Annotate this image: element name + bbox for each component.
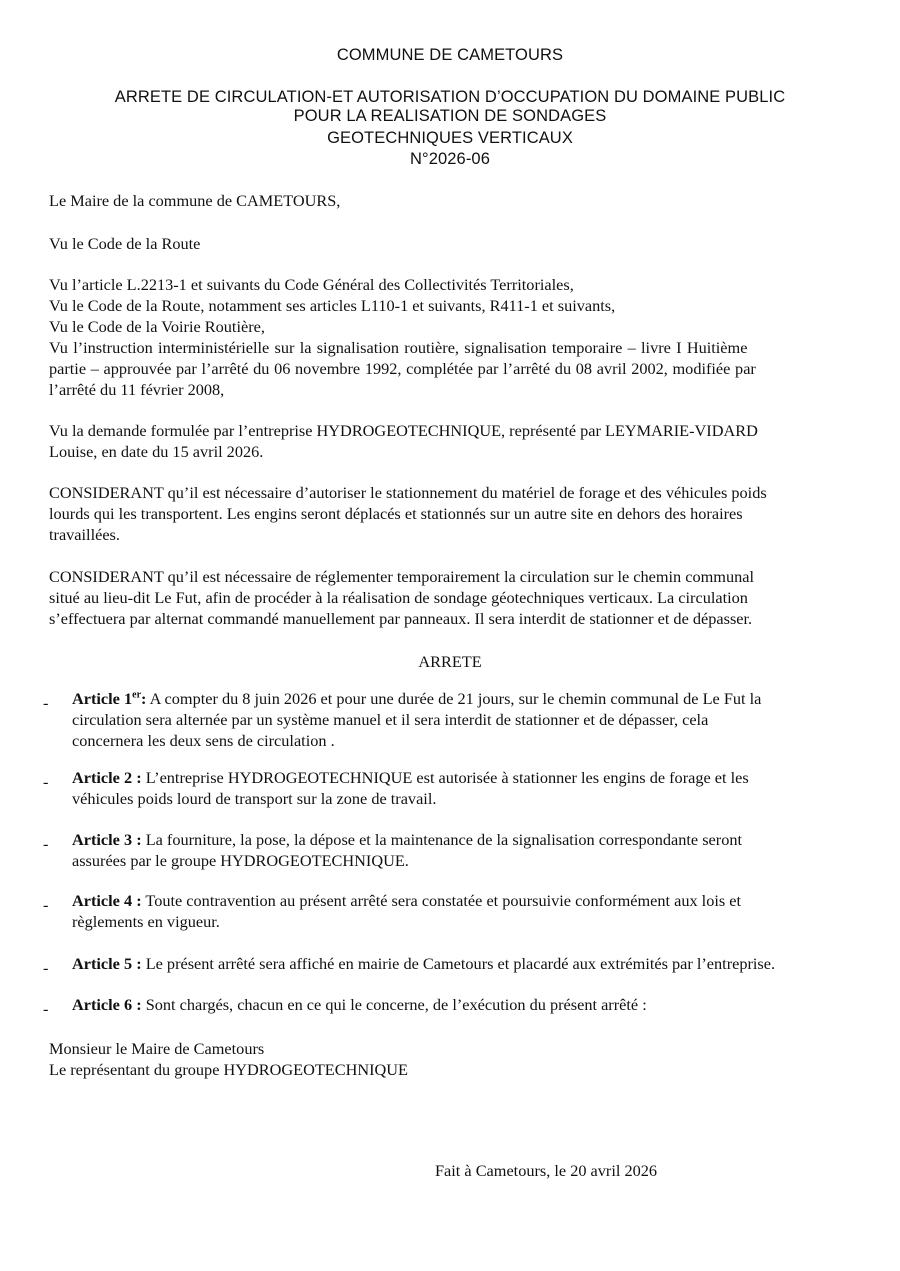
commune-heading: COMMUNE DE CAMETOURS	[336, 46, 564, 64]
considerant-line: CONSIDERANT qu’il est nécessaire de réglementer temporairement la circulation sur le chemin communal	[49, 567, 754, 586]
mayor-intro: Le Maire de la commune de CAMETOURS,	[49, 191, 341, 210]
demande-line: Louise, en date du 15 avril 2026.	[49, 442, 264, 461]
vu-line: Vu l’article L.2213-1 et suivants du Code Général des Collectivités Territoriales,	[49, 275, 574, 294]
recipient-line: Le représentant du groupe HYDROGEOTECHNIQUE	[49, 1060, 408, 1079]
article-1-line: concernera les deux sens de circulation .	[72, 731, 335, 750]
article-4-label: Article 4	[72, 891, 133, 910]
article-4-line: règlements en vigueur.	[72, 912, 220, 931]
article-5-text: Le présent arrêté sera affiché en mairie de Cametours et placardé aux extrémités par l’entreprise.	[141, 954, 776, 973]
title-line-3: GEOTECHNIQUES VERTICAUX	[327, 129, 573, 147]
considerant-line: s’effectuera par alternat commandé manuellement par panneaux. Il sera interdit de stationner et de dépasser.	[49, 609, 753, 628]
title-line-1: ARRETE DE CIRCULATION-ET AUTORISATION D’OCCUPATION DU DOMAINE PUBLIC	[114, 88, 786, 106]
article-6-text: Sont chargés, chacun en ce qui le concerne, de l’exécution du présent arrêté :	[141, 995, 647, 1014]
article-5-sep: :	[132, 954, 142, 973]
title-line-2: POUR LA REALISATION DE SONDAGES	[293, 107, 607, 125]
article-3-sep: :	[132, 830, 142, 849]
recipient-line: Monsieur le Maire de Cametours	[49, 1039, 265, 1058]
article-3-text: La fourniture, la pose, la dépose et la maintenance de la signalisation correspondante seront	[141, 830, 743, 849]
vu-line: Vu le Code de la Route, notamment ses articles L110-1 et suivants, R411-1 et suivants,	[49, 296, 616, 315]
article-6-bullet: -	[43, 999, 49, 1018]
considerant-1	[49, 482, 839, 545]
article-6-sep: :	[132, 995, 142, 1014]
article-6	[72, 994, 836, 1015]
article-1-sup: er	[132, 689, 142, 701]
article-1	[72, 688, 836, 751]
vu-code-route: Vu le Code de la Route	[49, 234, 201, 253]
article-1-sep: :	[141, 689, 147, 708]
article-1-line: circulation sera alternée par un système manuel et il sera interdit de stationner et de dépasser, cela	[72, 710, 709, 729]
article-4-text: Toute contravention au présent arrêté sera constatée et poursuivie conformément aux lois et	[141, 891, 742, 910]
signature-place-date: Fait à Cametours, le 20 avril 2026	[435, 1161, 658, 1180]
article-5	[72, 953, 836, 974]
article-3-line: assurées par le groupe HYDROGEOTECHNIQUE.	[72, 851, 409, 870]
article-4	[72, 890, 836, 932]
vu-demande	[49, 420, 839, 462]
article-5-bullet: -	[43, 958, 49, 977]
vu-line: Vu l’instruction interministérielle sur la signalisation routière, signalisation temporaire – livre I Huitième	[49, 338, 748, 357]
vu-line: l’arrêté du 11 février 2008,	[49, 380, 225, 399]
article-4-bullet: -	[43, 895, 49, 914]
vu-line: partie – approuvée par l’arrêté du 06 novembre 1992, complétée par l’arrêté du 08 avril 2002, modifiée par	[49, 359, 756, 378]
demande-line: Vu la demande formulée par l’entreprise HYDROGEOTECHNIQUE, représenté par LEYMARIE-VIDARD	[49, 421, 758, 440]
considerant-line: CONSIDERANT qu’il est nécessaire d’autoriser le stationnement du matériel de forage et des véhicules poids	[49, 483, 767, 502]
article-3-label: Article 3	[72, 830, 133, 849]
recipients	[49, 1038, 839, 1080]
vu-line: Vu le Code de la Voirie Routière,	[49, 317, 265, 336]
article-3-bullet: -	[43, 834, 49, 853]
article-3	[72, 829, 836, 871]
article-6-label: Article 6	[72, 995, 133, 1014]
article-2-sep: :	[132, 768, 142, 787]
article-2-line: véhicules poids lourd de transport sur la zone de travail.	[72, 789, 437, 808]
considerant-2	[49, 566, 839, 629]
article-2-text: L’entreprise HYDROGEOTECHNIQUE est autorisée à stationner les engins de forage et les	[141, 768, 749, 787]
considerant-line: travaillées.	[49, 525, 120, 544]
article-2-bullet: -	[43, 772, 49, 791]
considerant-line: lourds qui les transportent. Les engins seront déplacés et stationnés sur un autre site en dehors des horaires	[49, 504, 743, 523]
article-2	[72, 767, 836, 809]
article-4-sep: :	[132, 891, 142, 910]
article-1-bullet: -	[43, 693, 49, 712]
considerant-line: situé au lieu-dit Le Fut, afin de procéder à la réalisation de sondage géotechniques verticaux. La circulation	[49, 588, 748, 607]
arrete-heading: ARRETE	[418, 652, 482, 671]
article-1-text: A compter du 8 juin 2026 et pour une durée de 21 jours, sur le chemin communal de Le Fut la	[146, 689, 762, 708]
arrete-number: N°2026-06	[410, 150, 490, 168]
article-2-label: Article 2	[72, 768, 133, 787]
article-1-label: Article 1	[72, 689, 133, 708]
vu-list	[49, 274, 839, 400]
article-5-label: Article 5	[72, 954, 133, 973]
